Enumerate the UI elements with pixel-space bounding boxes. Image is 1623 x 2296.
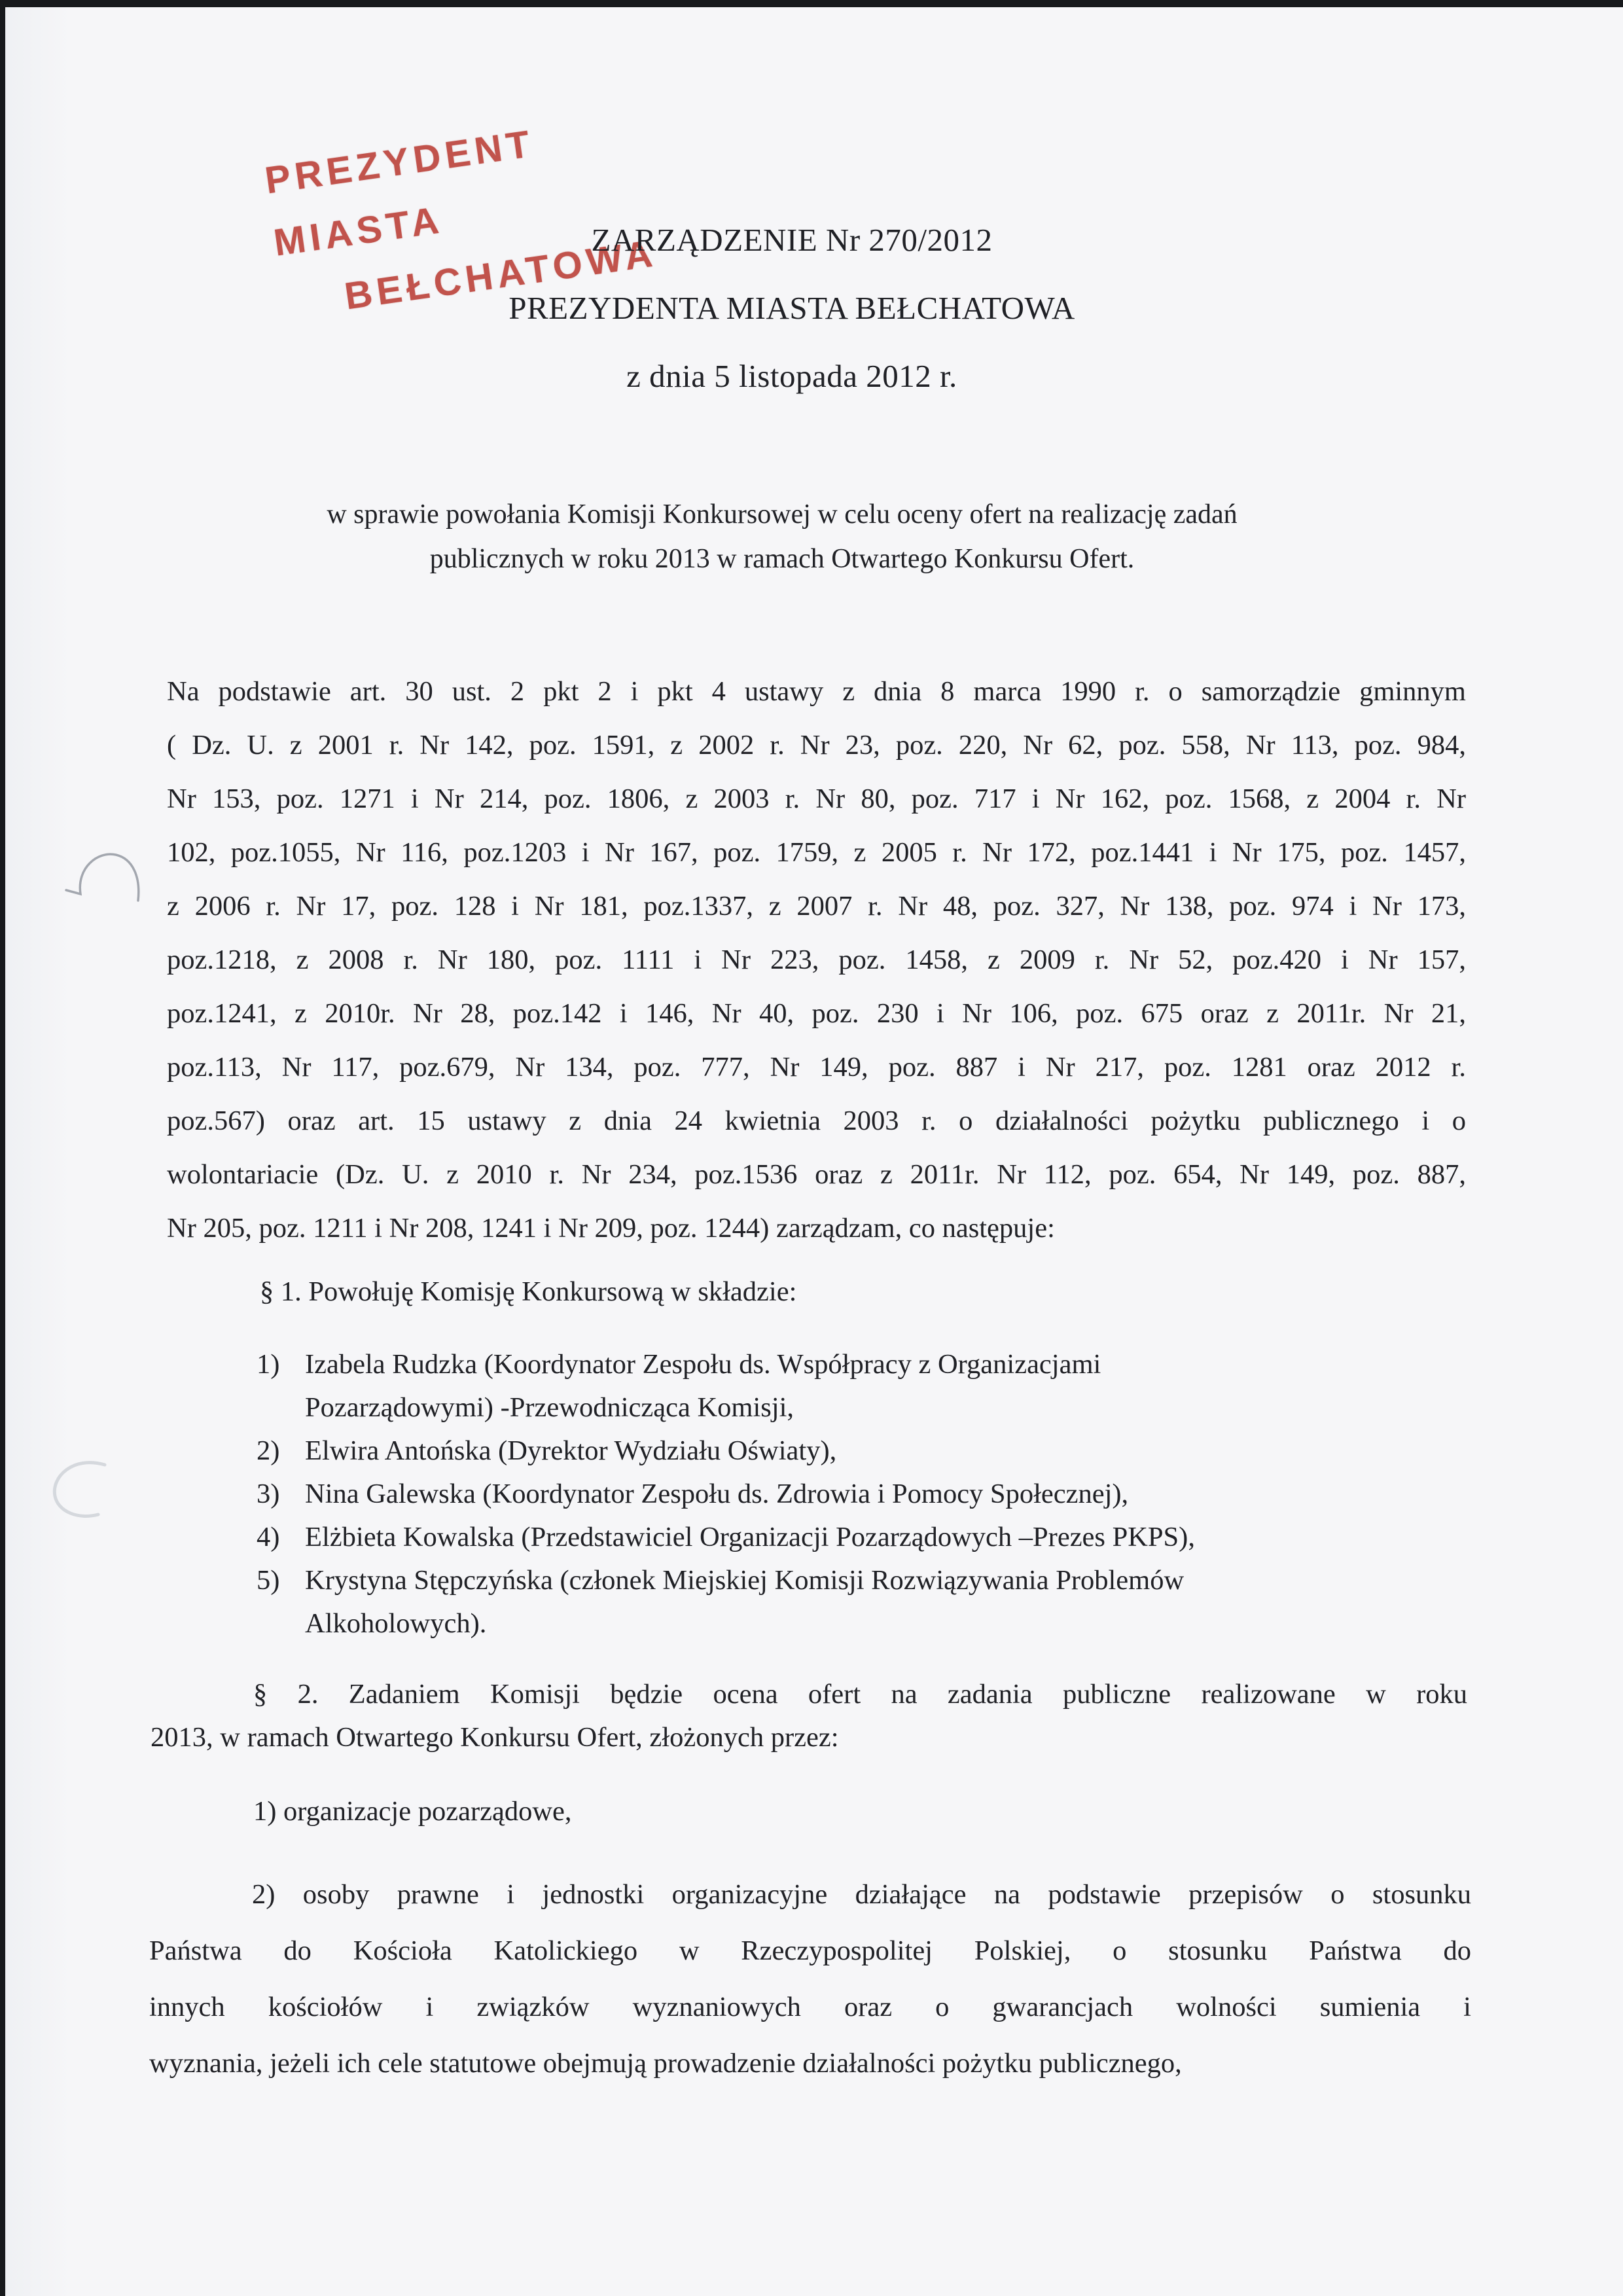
paragraph-2-item-2	[149, 1867, 1471, 2092]
ordinance-date: z dnia 5 listopada 2012 r.	[626, 358, 957, 394]
list-item	[257, 1343, 1441, 1429]
list-item-text: Alkoholowych).	[305, 1608, 487, 1639]
legal-basis-line: wolontariacie (Dz. U. z 2010 r. Nr 234, poz.1536 oraz z 2011r. Nr 112, poz. 654, Nr 149, poz. 887,	[167, 1159, 1466, 1190]
legal-basis-line: z 2006 r. Nr 17, poz. 128 i Nr 181, poz.1337, z 2007 r. Nr 48, poz. 327, Nr 138, poz. 974 i Nr 173,	[167, 891, 1466, 922]
item-2-line: 2) osoby prawne i jednostki organizacyjne działające na podstawie przepisów o stosunku	[252, 1879, 1471, 1910]
paragraph-1-heading: § 1. Powołuję Komisję Konkursową w składzie:	[260, 1276, 797, 1307]
list-item-text: Nina Galewska (Koordynator Zespołu ds. Zdrowia i Pomocy Społecznej),	[305, 1479, 1129, 1509]
legal-basis-line: ( Dz. U. z 2001 r. Nr 142, poz. 1591, z 2002 r. Nr 23, poz. 220, Nr 62, poz. 558, Nr 113, poz. 984,	[167, 730, 1466, 761]
item-2-line: wyznania, jeżeli ich cele statutowe obejmują prowadzenie działalności pożytku publicznego,	[149, 2048, 1182, 2079]
list-item-number: 1)	[257, 1349, 280, 1380]
list-item-text: Krystyna Stępczyńska (członek Miejskiej Komisji Rozwiązywania Problemów	[305, 1565, 1185, 1596]
legal-basis-paragraph	[167, 665, 1466, 1255]
legal-basis-line: Na podstawie art. 30 ust. 2 pkt 2 i pkt 4 ustawy z dnia 8 marca 1990 r. o samorządzie gminnym	[167, 676, 1466, 707]
faint-curve-artifact	[45, 1454, 120, 1523]
list-item	[257, 1429, 1441, 1473]
stamp-line-2: BEŁCHATOWA	[342, 232, 660, 318]
paragraph-2-item-1: 1) organizacje pozarządowe,	[253, 1796, 572, 1827]
scan-edge-top	[0, 0, 1623, 7]
legal-basis-line: poz.567) oraz art. 15 ustawy z dnia 24 kwietnia 2003 r. o działalności pożytku publicznego i o	[167, 1105, 1466, 1136]
list-item	[257, 1516, 1441, 1559]
list-item-text: Elżbieta Kowalska (Przedstawiciel Organizacji Pozarządowych –Prezes PKPS),	[305, 1522, 1195, 1552]
paragraph-2-line: 2013, w ramach Otwartego Konkursu Ofert, złożonych przez:	[151, 1722, 839, 1753]
list-item	[257, 1559, 1441, 1645]
list-item-number: 4)	[257, 1522, 280, 1552]
legal-basis-line: 102, poz.1055, Nr 116, poz.1203 i Nr 167, poz. 1759, z 2005 r. Nr 172, poz.1441 i Nr 175, poz. 1457,	[167, 837, 1466, 868]
scan-edge-left	[0, 0, 5, 2296]
legal-basis-line: Nr 205, poz. 1211 i Nr 208, 1241 i Nr 209, poz. 1244) zarządzam, co następuje:	[167, 1213, 1055, 1244]
subject-line-1: w sprawie powołania Komisji Konkursowej w celu oceny ofert na realizację zadań	[327, 499, 1238, 529]
list-item	[257, 1473, 1441, 1516]
list-item-text: Izabela Rudzka (Koordynator Zespołu ds. Współpracy z Organizacjami	[305, 1349, 1101, 1380]
pencil-mark-artifact	[62, 843, 151, 912]
list-item-number: 2)	[257, 1435, 280, 1466]
ordinance-title: ZARZĄDZENIE Nr 270/2012	[591, 222, 993, 258]
legal-basis-line: poz.1218, z 2008 r. Nr 180, poz. 1111 i Nr 223, poz. 1458, z 2009 r. Nr 52, poz.420 i Nr 157,	[167, 944, 1466, 975]
legal-basis-line: poz.1241, z 2010r. Nr 28, poz.142 i 146, Nr 40, poz. 230 i Nr 106, poz. 675 oraz z 2011r. Nr 21,	[167, 998, 1466, 1029]
list-item-number: 3)	[257, 1479, 280, 1509]
legal-basis-line: poz.113, Nr 117, poz.679, Nr 134, poz. 777, Nr 149, poz. 887 i Nr 217, poz. 1281 oraz 2012 r.	[167, 1052, 1466, 1083]
paragraph-2	[151, 1673, 1467, 1759]
legal-basis-line: Nr 153, poz. 1271 i Nr 214, poz. 1806, z 2003 r. Nr 80, poz. 717 i Nr 162, poz. 1568, z 2004 r. Nr	[167, 783, 1466, 814]
list-item-text: Pozarządowymi) -Przewodnicząca Komisji,	[305, 1392, 794, 1423]
paragraph-2-line: § 2. Zadaniem Komisji będzie ocena ofert na zadania publiczne realizowane w roku	[253, 1679, 1467, 1710]
subject-line-2: publicznych w roku 2013 w ramach Otwartego Konkursu Ofert.	[429, 544, 1135, 574]
committee-member-list	[257, 1343, 1441, 1645]
ordinance-issuer: PREZYDENTA MIASTA BEŁCHATOWA	[508, 290, 1075, 326]
item-2-line: innych kościołów i związków wyznaniowych oraz o gwarancjach wolności sumienia i	[149, 1992, 1471, 2022]
list-item-text: Elwira Antońska (Dyrektor Wydziału Oświaty),	[305, 1435, 837, 1466]
list-item-number: 5)	[257, 1565, 280, 1596]
item-2-line: Państwa do Kościoła Katolickiego w Rzeczypospolitej Polskiej, o stosunku Państwa do	[149, 1935, 1471, 1966]
stamp-line-1: PREZYDENT MIASTA	[262, 122, 537, 264]
